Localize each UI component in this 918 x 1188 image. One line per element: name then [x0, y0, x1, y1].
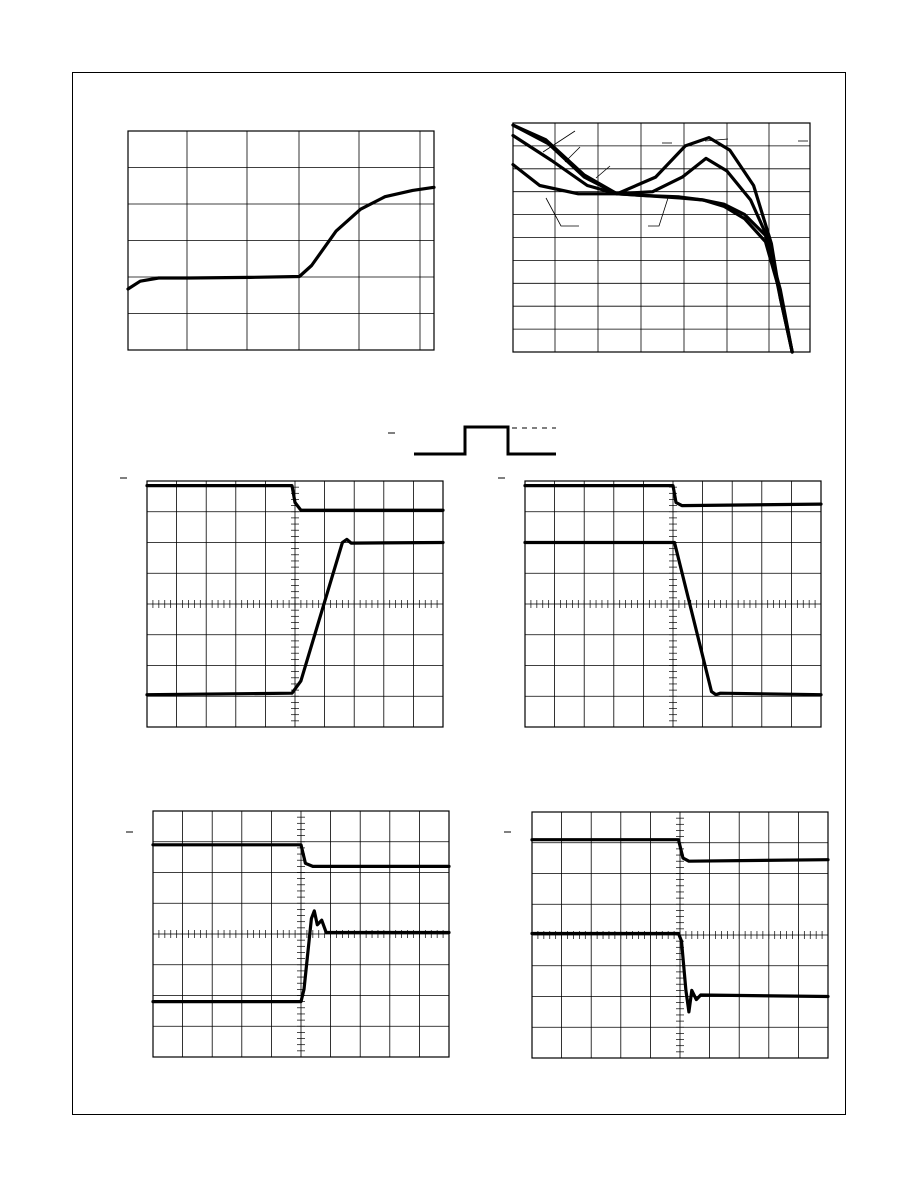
series-line-1	[128, 187, 434, 289]
chart-scope-1	[147, 481, 443, 727]
leader-6	[546, 198, 579, 226]
chart-top-left	[128, 131, 434, 350]
pulse-waveform	[414, 427, 556, 454]
input-pulse-diagram	[388, 427, 556, 454]
top-right-leaders	[185, 131, 808, 226]
leader-7	[648, 198, 668, 226]
chart-scope-3	[153, 811, 449, 1057]
chart-top-right	[513, 123, 810, 352]
chart-scope-2	[525, 481, 821, 727]
chart-scope-4	[532, 812, 828, 1058]
